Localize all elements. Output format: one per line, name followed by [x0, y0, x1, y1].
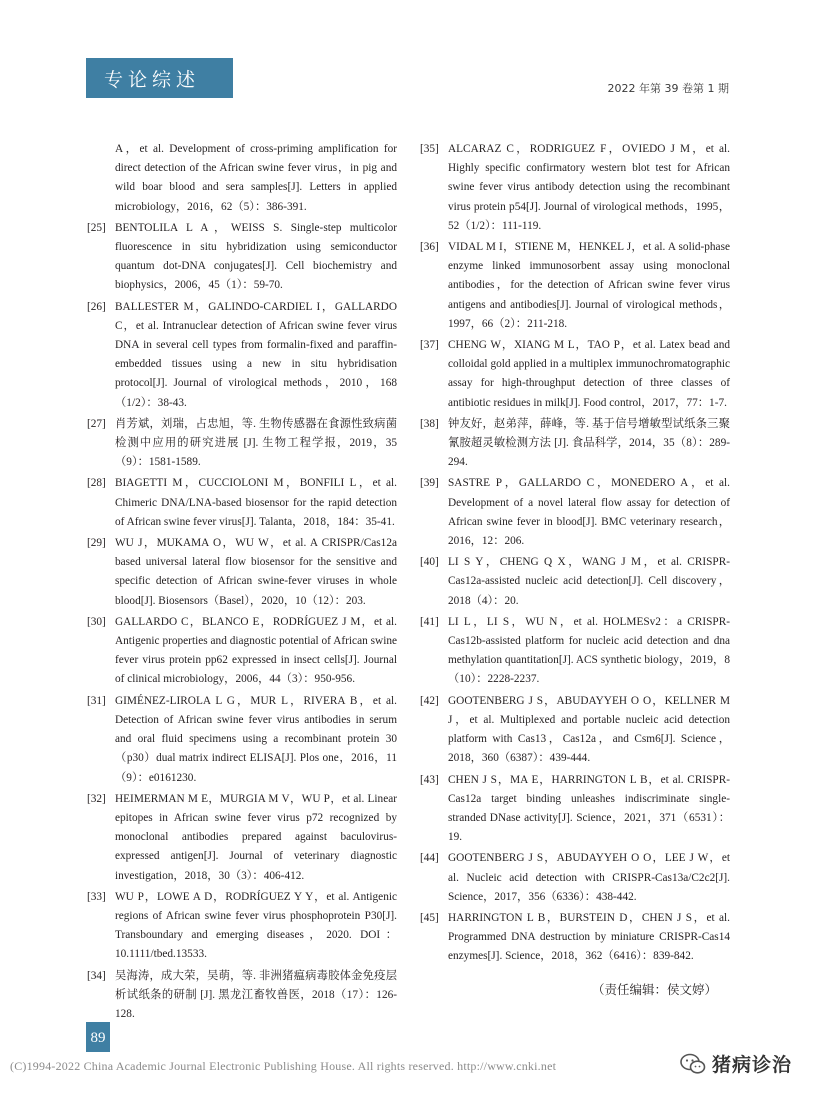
reference-item: [32] HEIMERMAN M E，MURGIA M V，WU P，et al. Linear epitopes in African swine fever virus p72 recognized by monoclonal antibodies prepared against baculovirus-expressed antigen[J]. Journal of veterinary diagnostic investigation，2018，30（3）：406-412. [87, 792, 397, 882]
responsible-editor: （责任编辑：侯文婷） [592, 982, 718, 997]
reference-item: [36] VIDAL M I，STIENE M，HENKEL J，et al. A solid-phase enzyme linked immunosorbent assay using monoclonal antibodies，for the detection of African swine fever virus antigens and antibodies[J]. Journal of virological methods，1997，66（2）：211-218. [420, 241, 730, 330]
reference-item: [27] 肖芳斌，刘瑞，占忠旭，等. 生物传感器在食源性致病菌检测中应用的研究进展 [J]. 生物工程学报，2019，35（9）：1581-1589. [87, 417, 397, 469]
references-left-column [87, 140, 397, 1026]
reference-item: A，et al. Development of cross-priming amplification for direct detection of the African swine fever virus，in pig and wild boar blood and sera samples[J]. Letters in applied microbiology，2016，62（5）：386-391. [115, 143, 397, 213]
reference-item: [38] 钟友好，赵弟萍，薛峰，等. 基于信号增敏型试纸条三聚氰胺超灵敏检测方法 [J]. 食品科学，2014，35（8）：289-294. [420, 417, 730, 469]
reference-item: [33] WU P，LOWE A D，RODRÍGUEZ Y Y，et al. Antigenic regions of African swine fever virus phosphoprotein P30[J]. Transboundary and emerging diseases，2020. DOI：10.1111/tbed.13533. [87, 890, 397, 961]
wechat-brand [680, 1050, 792, 1077]
reference-item: [43] CHEN J S，MA E，HARRINGTON L B，et al. CRISPR-Cas12a target binding unleashes indiscriminate single-stranded DNase activity[J]. Science，2021，371（6531）：19. [420, 773, 730, 844]
reference-item: [44] GOOTENBERG J S，ABUDAYYEH O O，LEE J W，et al. Nucleic acid detection with CRISPR-Cas13a/C2c2[J]. Science，2017，356（6336）：438-442. [420, 852, 730, 903]
copyright-footer: (C)1994-2022 China Academic Journal Electronic Publishing House. All rights reserved. http://www.cnki.net [10, 1059, 557, 1073]
reference-item: [34] 吴海涛，成大荣，吴萌，等. 非洲猪瘟病毒胶体金免疫层析试纸条的研制 [J]. 黑龙江畜牧兽医，2018（17）：126-128. [87, 969, 397, 1020]
issue-info: 2022 年第 39 卷第 1 期 [607, 82, 729, 95]
brand-name: 猪病诊治 [712, 1054, 793, 1076]
section-title: 专论综述 [104, 69, 201, 91]
reference-item: [26] BALLESTER M，GALINDO-CARDIEL I，GALLARDO C，et al. Intranuclear detection of African swine fever virus DNA in several cell types from formalin-fixed and paraffin-embedded tissues using a new in situ hybridisation protocol[J]. Journal of virological methods，2010，168（1/2）：38-43. [87, 300, 397, 409]
section-banner [86, 58, 233, 98]
reference-item: [42] GOOTENBERG J S，ABUDAYYEH O O，KELLNER M J，et al. Multiplexed and portable nucleic acid detection platform with Cas13，Cas12a，and Csm6[J]. Science，2018，360（6387）：439-444. [420, 694, 730, 765]
reference-item: [37] CHENG W，XIANG M L，TAO P，et al. Latex bead and colloidal gold applied in a multiplex immunochromatographic assay for high-throughput detection of three classes of antibiotic residues in milk[J]. Food control，2017，77：1-7. [420, 339, 730, 409]
references-right-column [420, 140, 730, 969]
reference-item: [40] LI S Y，CHENG Q X，WANG J M，et al. CRISPR-Cas12a-assisted nucleic acid detection[J]. Cell discovery，2018（4）：20. [420, 556, 730, 607]
reference-item: [41] LI L，LI S，WU N，et al. HOLMESv2：a CRISPR-Cas12b-assisted platform for nucleic acid detection and dna methylation quantitation[J]. ACS synthetic biology，2019，8（10）：2228-2237. [420, 615, 730, 686]
reference-item: [35] ALCARAZ C，RODRIGUEZ F，OVIEDO J M，et al. Highly specific confirmatory western blot test for African swine fever virus antibody detection using the recombinant virus protein p54[J]. Journal of virological methods，1995，52（1/2）：111-119. [420, 143, 730, 232]
reference-item: [29] WU J，MUKAMA O，WU W，et al. A CRISPR/Cas12a based universal lateral flow biosensor for the sensitive and specific detection of African swine-fever viruses in whole blood[J]. Biosensors（Basel），2020，10（12）：203. [87, 537, 397, 607]
reference-item: [25] BENTOLILA L A，WEISS S. Single-step multicolor fluorescence in situ hybridization using semiconductor quantum dot-DNA conjugates[J]. Cell biochemistry and biophysics，2006，45（1）：59-70. [87, 221, 397, 292]
wechat-icon [680, 1053, 706, 1075]
reference-item: [30] GALLARDO C，BLANCO E，RODRÍGUEZ J M，et al. Antigenic properties and diagnostic potential of African swine fever virus protein pp62 expressed in insect cells[J]. Journal of clinical microbiology，2006，44（3）：950-956. [87, 615, 397, 686]
reference-item: [31] GIMÉNEZ-LIROLA L G，MUR L，RIVERA B，et al. Detection of African swine fever virus antibodies in serum and oral fluid specimens using a recombinant protein 30（p30）dual matrix indirect ELISA[J]. Plos one，2016，11（9）：e0161230. [87, 694, 397, 784]
reference-item: [28] BIAGETTI M，CUCCIOLONI M，BONFILI L，et al. Chimeric DNA/LNA-based biosensor for the rapid detection of African swine fever virus[J]. Talanta，2018，184：35-41. [87, 477, 397, 528]
reference-item: [45] HARRINGTON L B，BURSTEIN D，CHEN J S，et al. Programmed DNA destruction by miniature CRISPR-Cas14 enzymes[J]. Science，2018，362（6416）：839-842. [420, 911, 730, 963]
page-number: 89 [86, 1022, 110, 1052]
reference-item: [39] SASTRE P，GALLARDO C，MONEDERO A，et al. Development of a novel lateral flow assay for detection of African swine fever in blood[J]. BMC veterinary research，2016，12：206. [420, 477, 730, 548]
